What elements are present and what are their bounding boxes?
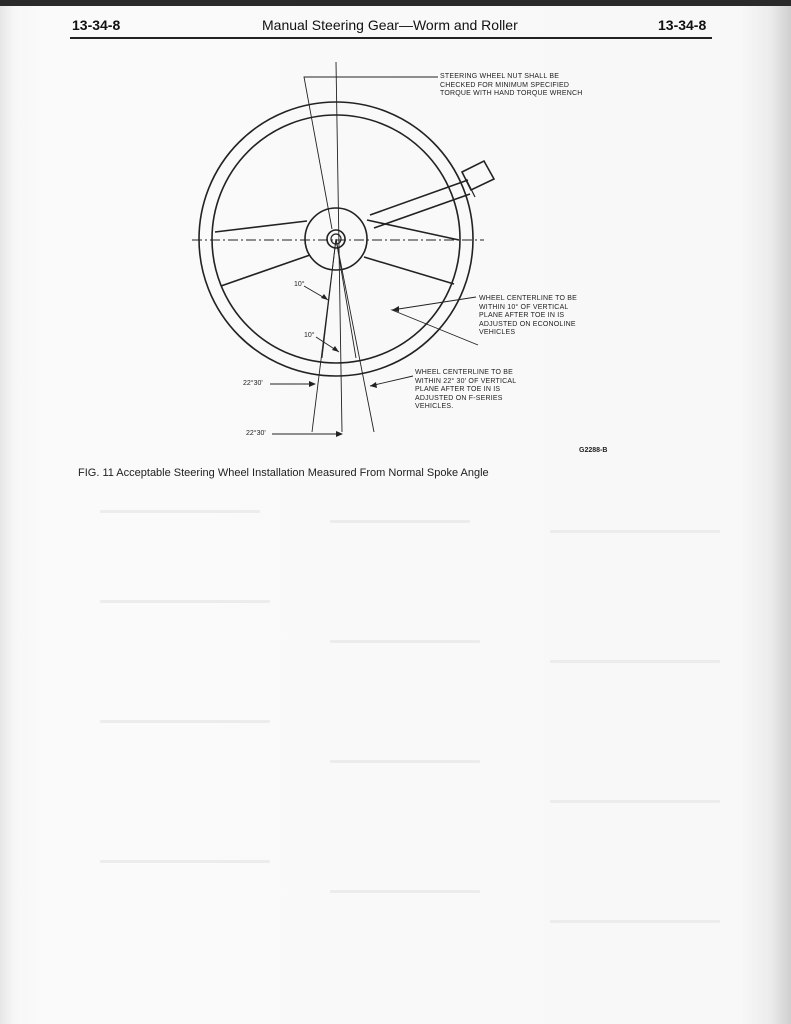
torque-wrench-handle [462, 161, 494, 190]
page-number-right: 13-34-8 [658, 17, 707, 33]
callout-line: STEERING WHEEL NUT SHALL BE [440, 73, 560, 80]
callout-line: PLANE AFTER TOE IN IS [479, 312, 565, 320]
page-number-left: 13-34-8 [72, 17, 121, 33]
callout-line: VEHICLES. [415, 403, 454, 411]
callout-line: WITHIN 10° OF VERTICAL [479, 303, 569, 311]
spoke-left [215, 221, 310, 286]
angle-22-label-lower: 22°30' [246, 430, 266, 437]
callout-line: PLANE AFTER TOE IN IS [415, 386, 501, 394]
callout-fseries [415, 369, 516, 412]
angle-10-label-lower: 10° [304, 332, 315, 339]
callout-line: WITHIN 22° 30' OF VERTICAL [415, 377, 517, 385]
nut-callout-leader [304, 77, 438, 229]
angle-10-line-right [336, 239, 356, 358]
fseries-callout-leader [370, 376, 413, 386]
callout-line: CHECKED FOR MINIMUM SPECIFIED [440, 81, 570, 89]
section-title: Manual Steering Gear—Worm and Roller [262, 17, 518, 33]
callout-line: WHEEL CENTERLINE TO BE [479, 295, 578, 302]
callout-econoline [479, 295, 577, 338]
econoline-callout-leader [392, 297, 478, 345]
callout-line: TORQUE WITH HAND TORQUE WRENCH [440, 90, 583, 98]
angle-22-label-upper: 22°30' [243, 380, 263, 387]
callout-line: VEHICLES [479, 329, 516, 337]
callout-nut-torque [440, 73, 583, 99]
callout-line: ADJUSTED ON F-SERIES [415, 394, 503, 402]
callout-line: ADJUSTED ON ECONOLINE [479, 320, 576, 328]
spoke-right [364, 220, 459, 284]
callout-line: WHEEL CENTERLINE TO BE [415, 369, 514, 376]
figure-code: G2288-B [579, 447, 608, 454]
figure-caption: FIG. 11 Acceptable Steering Wheel Installation Measured From Normal Spoke Angle [78, 467, 489, 479]
angle-10-label-upper: 10° [294, 281, 305, 288]
